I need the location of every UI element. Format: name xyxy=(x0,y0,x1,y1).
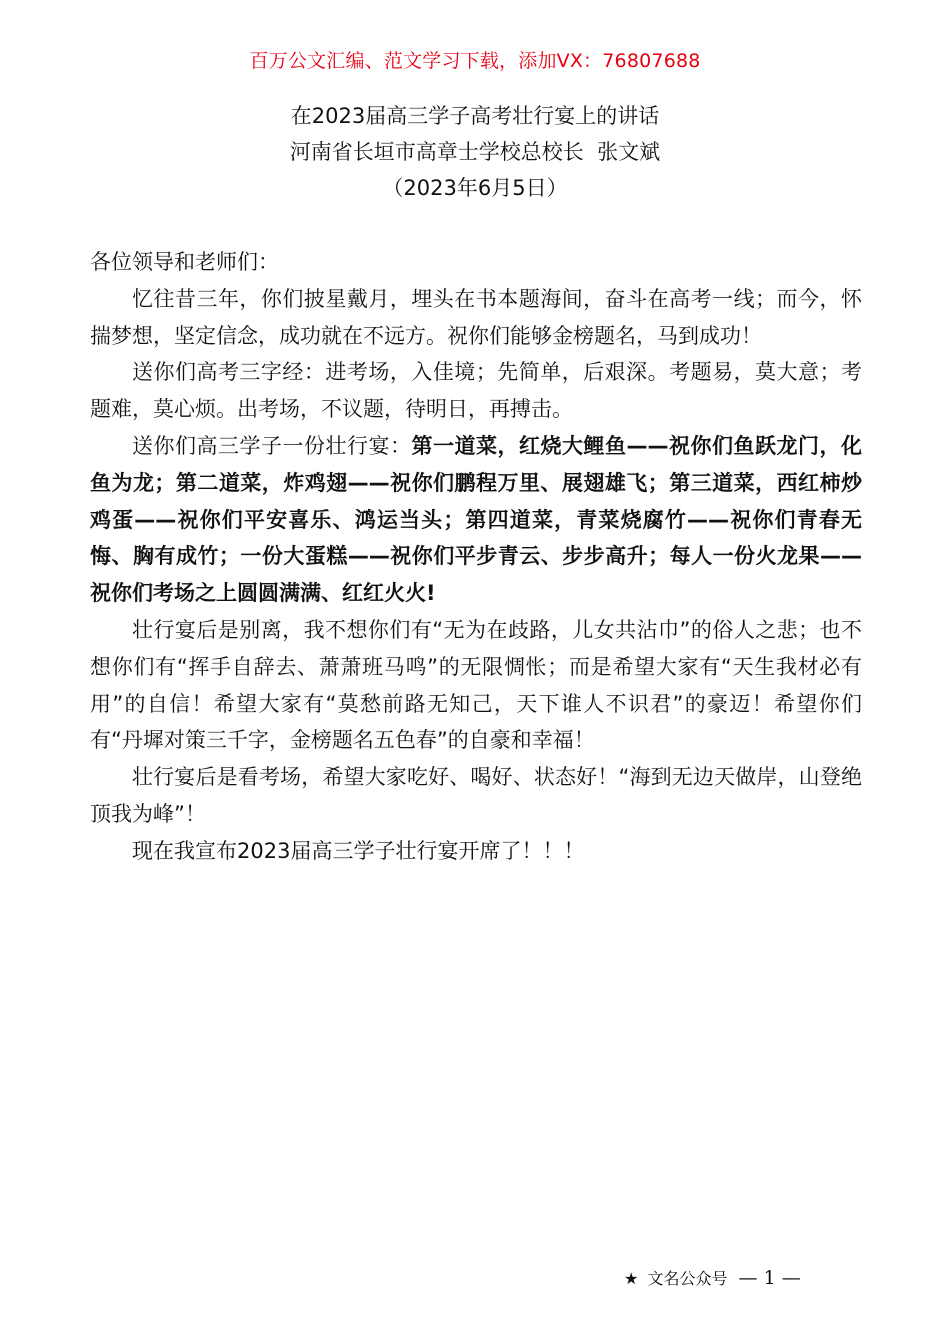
salutation: 各位领导和老师们： xyxy=(90,250,279,274)
paragraph-1: 忆往昔三年，你们披星戴月，埋头在书本题海间，奋斗在高考一线；而今，怀揣梦想，坚定信念，成功就在不远方。祝你们能够金榜题名，马到成功！ xyxy=(90,286,862,348)
speaker-line: 河南省长垣市高章士学校总校长 张文斌 xyxy=(289,140,661,164)
speech-date: （2023年6月5日） xyxy=(382,176,568,200)
speech-body xyxy=(90,244,862,870)
paragraph-5: 壮行宴后是看考场，希望大家吃好、喝好、状态好！“海到无边天做岸，山登绝顶我为峰”！ xyxy=(90,765,862,826)
star-icon: ★ xyxy=(624,1269,639,1288)
paragraph-6: 现在我宣布2023届高三学子壮行宴开席了！！！ xyxy=(132,838,585,863)
paragraph-3-lead: 送你们高三学子一份壮行宴： xyxy=(132,433,412,458)
paragraph-3 xyxy=(90,428,862,612)
footer-source: 文名公众号 xyxy=(647,1269,728,1288)
page-number: — 1 — xyxy=(738,1267,801,1289)
watermark-banner: 百万公文汇编、范文学习下载，添加VX：76807688 xyxy=(249,50,701,72)
speech-title: 在2023届高三学子高考壮行宴上的讲话 xyxy=(290,104,660,128)
paragraph-3-menu: 第一道菜，红烧大鲤鱼——祝你们鱼跃龙门，化鱼为龙；第二道菜，炸鸡翅——祝你们鹏程万里、展翅雄飞；第三道菜，西红柿炒鸡蛋——祝你们平安喜乐、鸿运当头；第四道菜，青菜烧腐竹——祝你们青春无悔、胸有成竹；一份大蛋糕——祝你们平步青云、步步高升；每人一份火龙果——祝你们考场之上圆圆满满、红红火火! xyxy=(90,433,862,606)
speech-title-block xyxy=(0,98,950,206)
paragraph-4: 壮行宴后是别离，我不想你们有“无为在歧路，儿女共沾巾”的俗人之悲；也不想你们有“挥手自辞去、萧萧班马鸣”的无限惆怅；而是希望大家有“天生我材必有用”的自信！希望大家有“莫愁前路无知己，天下谁人不识君”的豪迈！希望你们有“丹墀对策三千字，金榜题名五色春”的自豪和幸福！ xyxy=(90,617,862,753)
page-footer xyxy=(624,1266,801,1289)
paragraph-2: 送你们高考三字经：进考场，入佳境；先简单，后艰深。考题易，莫大意；考题难，莫心烦。出考场，不议题，待明日，再搏击。 xyxy=(90,360,862,422)
